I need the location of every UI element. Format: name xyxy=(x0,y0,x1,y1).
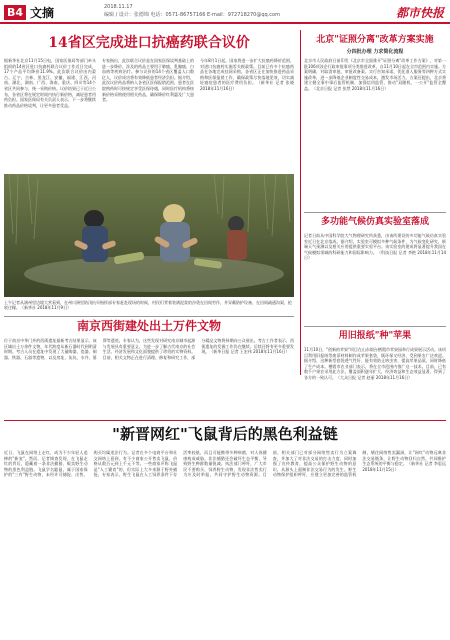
section-divider-3 xyxy=(4,316,294,317)
apple-article-title: 用旧报纸"种"苹果 xyxy=(338,331,412,341)
main-article-col1: 据新华社北京11月15日电，国家医保局等部门牵头组织的14省区进口抗癌药联合议价工作近日完成，17个产品平均降价11.9%。此次联合议价由内蒙古、辽宁、吉林、黑龙江、安徽、福建、江西、河南、湖北、湖南、广西、海南、重庆、四川等14个省区共同参与，统一采购价格。议价结果已于近日公布，各省区将在规定时间内执行新价格，减轻患者用药负担。国家医保局有关负责人表示，下一步将继续推动药品价格谈判，让更多患者受益。 xyxy=(4,58,96,108)
column-divider xyxy=(300,30,301,375)
news-photo xyxy=(4,174,294,297)
photo-caption: 上午记者从满州里边境大营看到，在州川洲里防汛抗旱指挥部专家赶赴现场的时候，村民们背着装满泥浆的沙袋在田间劳作，并穿戴防护设备，在田间疏通沟渠，抢收庄稼。（新华社 2018年11月9日） xyxy=(4,300,292,311)
climate-article-title: 多功能气候仿真实验室落成 xyxy=(320,217,429,227)
header-meta xyxy=(104,3,280,19)
cert-article-body: 北京市人民政府日前印发《北京市全面推开"证照分离"改革工作方案》，对第一批106项涉企行政审批事项分类推进改革，自11月10日起在全市范围内实施。方案明确，对取消审批、审批改备案、实行告知承诺、优化准入服务等四种方式实施改革，进一步降低企业制度性交易成本，激发市场活力。方案还提出，北京将建立健全事中事后监管机制，加强信用监管，推动"双随机、一公开"监管全覆盖。（北京日报 记者 张然 2018年11月16日） xyxy=(304,58,446,91)
apple-article-body: 11月10日，"创新的苹果"项目在山东烟台栖霞市苹果园举行成果展示活动。该项目利用旧报纸等废旧材料制作成苹果套袋，既环保又经济，受到果农广泛欢迎。据介绍，这种新型套袋透气性好，能有效防止病虫害，提高苹果品质，同时降低了生产成本。栖霞市农业部门表示，将在全市范围内推广这一技术。目前，已有数千户果农采用此方法，覆盖面积逐年扩大，经济效益和生态效益显著，得到了各方的一致认可。（大众日报 记者 赵丽 2018年11月16日） xyxy=(304,347,446,380)
section-divider-2 xyxy=(304,326,446,327)
main-article-col3: 今年8月1日起，国家将进一步扩大抗癌药降价范围，对进口抗癌药实施零关税政策。目前已有多个抗癌药品在各地完成挂网采购，各省区正在加快推进药品采购和医保报销工作，确保政策尽快落地见效，切实减轻癌症患者的医疗费用负担。（新华社 记者 张晓 2018年11月16日） xyxy=(200,58,294,91)
section-divider-1 xyxy=(304,212,446,213)
page-masthead xyxy=(0,0,450,24)
header-date: 2018.11.17 xyxy=(104,4,133,10)
climate-article-body: 记者日前从中国科学院大气物理研究所获悉，由该所建设的多功能气候仿真实验室近日在北京落成。据介绍，实验室可模拟多种气候条件，为气候变化研究、极端天气预测以及相关应用提供重要实验平台。该实验室的建成将显著提升我国在气候模拟领域的科研能力和国际影响力。（科技日报 记者 李艳 2018年11月14日） xyxy=(304,233,446,261)
section-tag xyxy=(4,4,54,20)
nanjing-article-title: 南京西街建处出土万件文物 xyxy=(76,319,221,333)
cert-article-title: 北京"证照分离"改革方案实施 xyxy=(316,35,434,45)
main-article-col2: 专家指出，此次联合议价是在国家医保谈判基础上的进一步降价，涉及的药品主要用于肺癌、乳腺癌、白血病等疾病治疗。参与议价的14个省区覆盖人口数亿人，议价成功将有效降低患者经济负担。据介绍，此次议价药品将纳入各省区医保报销范围，患者在医院购药时可按规定享受医保待遇，同时医疗机构将按新价格采购使用相关药品，确保降价红利惠及广大患者。 xyxy=(102,58,194,103)
main-article-title: 14省区完成进口抗癌药联合议价 xyxy=(48,35,250,51)
squirrel-article-title: "新晋网红"飞鼠背后的黑色利益链 xyxy=(112,425,338,443)
paper-name: 都市快报 xyxy=(395,6,444,20)
section-name: 文摘 xyxy=(30,5,55,20)
header-editors: 编辑 / 设计：张德锦 电话：0571-86757166 E-mail：972718270@qq.com xyxy=(104,12,280,18)
squirrel-article-body: 近日，飞鼠在网络上走红，成为不少年轻人追捧的"新宠"。然而，记者调查发现，在飞鼠走红的背后，隐藏着一条非法捕猎、贩卖野生动物的黑色利益链。飞鼠学名鼯鼠，属于国家保护的"三有"野生动物，未经许可捕捉、出售、购买均属违法行为。记者在多个电商平台和社交网络上看到，有不少商家公开售卖飞鼠，价格从数百元到上千元不等。一些商家声称飞鼠是"人工繁育"的，但实际上大多来源于野外捕捉。专家表示，野生飞鼠在人工饲养条件下存活率较低，而且可能携带多种病菌，对人体健康构成威胁。非法捕猎还会破坏生态平衡，导致野生种群数量锐减。执法部门呼吁，广大市民不要购买、饲养野生动物，发现非法售卖行为应及时举报，共同守护野生动物资源。目前，相关部门已对部分网络售卖行为立案调查，并加大了对非法交易的打击力度，同时加强了宣传教育，提高公众保护野生动物的意识，从源头上遏制非法交易行为的发生。野生动物保护组织呼吁，应建立更加完善的监管机制，堵住网络售卖漏洞，让"网红"动物远离非法交易链条，让野生动物回归自然，共同维护生态系统的平衡与稳定。（新华社 记者 李思远 2018年11月15日） xyxy=(4,450,446,478)
page-label: B4 xyxy=(4,5,26,20)
nanjing-article-body: 位于南京中华门外的西街遗址最新考古结果显示，该区域出土万余件文物，年代跨度从新石器时代到明清时期。考古人员在遗址中发现了大量陶器、瓷器、铜器、铁器、石器等遗物，以及房址、灰坑、水井、墓葬等遗迹。专家认为，这些发现对研究南京城市起源与发展具有重要意义，为进一步了解古代南京的社会生活、经济发展和文化面貌提供了珍贵的实物资料。目前，相关文物正在进行清理、修复和研究工作，部分精品文物将择期向公众展出。考古工作者表示，西街遗址的发掘工作仍在继续，后续还将有更多重要发现。（新华日报 记者 王宏伟 2018年11月16日） xyxy=(4,338,294,360)
field-workers-image xyxy=(4,174,294,297)
section-divider-4 xyxy=(4,420,446,421)
cert-article-subtitle: 分四批办理 力求简化流程 xyxy=(346,49,404,55)
